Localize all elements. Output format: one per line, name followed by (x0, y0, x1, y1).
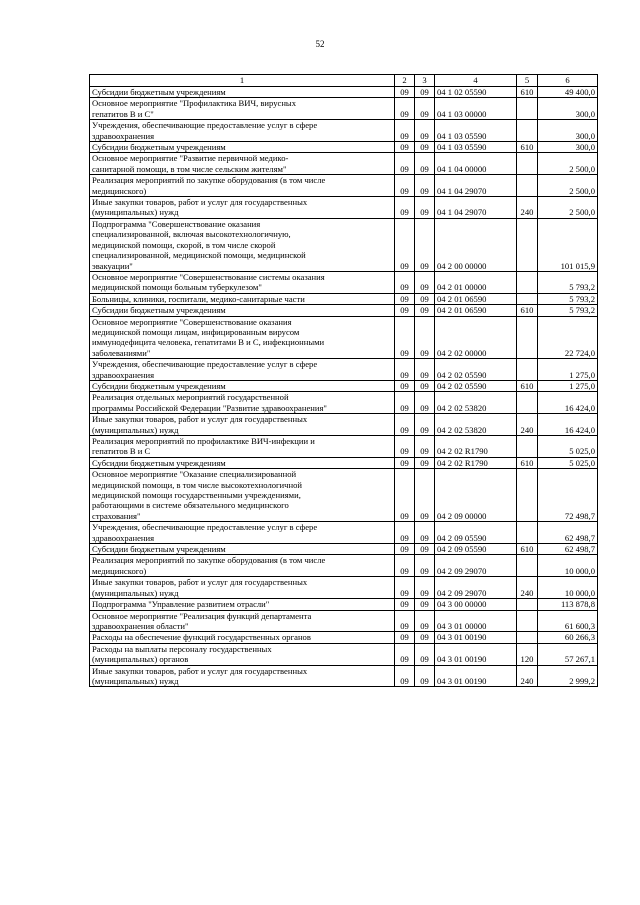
target-article-cell: 04 2 09 05590 (435, 544, 517, 555)
budget-table-body (90, 75, 598, 687)
table-row (90, 142, 598, 153)
amount-cell: 300,0 (538, 142, 598, 153)
section-code-cell: 09 (395, 175, 415, 197)
expense-name-cell: Субсидии бюджетным учреждениям (90, 380, 395, 391)
table-row (90, 414, 598, 436)
amount-cell: 10 000,0 (538, 555, 598, 577)
expense-type-cell (517, 436, 538, 458)
expense-name-cell: Больницы, клиники, госпитали, медико-санитарные части (90, 293, 395, 304)
amount-cell: 22 724,0 (538, 316, 598, 359)
expense-name-cell: Субсидии бюджетным учреждениям (90, 305, 395, 316)
target-article-cell: 04 2 09 05590 (435, 522, 517, 544)
amount-cell: 1 275,0 (538, 380, 598, 391)
expense-name-cell: Реализация отдельных мероприятий государственной программы Российской Федерации "Развитие здравоохранения" (90, 392, 395, 414)
expense-type-cell (517, 359, 538, 381)
amount-cell: 5 793,2 (538, 293, 598, 304)
target-article-cell: 04 2 01 06590 (435, 305, 517, 316)
subsection-code-cell: 09 (415, 632, 435, 643)
table-row (90, 293, 598, 304)
table-row (90, 197, 598, 219)
target-article-cell: 04 2 01 00000 (435, 271, 517, 293)
subsection-code-cell: 09 (415, 305, 435, 316)
section-code-cell: 09 (395, 142, 415, 153)
expense-name-cell: Субсидии бюджетным учреждениям (90, 457, 395, 468)
amount-cell: 61 600,3 (538, 610, 598, 632)
target-article-cell: 04 2 02 53820 (435, 392, 517, 414)
target-article-cell: 04 3 01 00190 (435, 643, 517, 665)
amount-cell: 5 025,0 (538, 436, 598, 458)
expense-type-cell (517, 175, 538, 197)
budget-table (89, 74, 598, 687)
expense-type-cell: 610 (517, 380, 538, 391)
section-code-cell: 09 (395, 218, 415, 271)
target-article-cell: 04 2 09 00000 (435, 469, 517, 522)
table-row (90, 218, 598, 271)
target-article-cell: 04 2 09 29070 (435, 555, 517, 577)
expense-name-cell: Основное мероприятие "Оказание специализированной медицинской помощи, в том числе высокотехнологичной медицинской помощи государственными учреждениями, работающими в системе обязательного медицинского страхования" (90, 469, 395, 522)
table-row (90, 153, 598, 175)
subsection-code-cell: 09 (415, 98, 435, 120)
subsection-code-cell: 09 (415, 380, 435, 391)
expense-type-cell: 120 (517, 643, 538, 665)
section-code-cell: 09 (395, 305, 415, 316)
subsection-code-cell: 09 (415, 544, 435, 555)
expense-name-cell: Иные закупки товаров, работ и услуг для государственных (муниципальных) нужд (90, 577, 395, 599)
section-code-cell: 09 (395, 599, 415, 610)
table-row (90, 380, 598, 391)
section-code-cell: 09 (395, 643, 415, 665)
expense-type-cell (517, 469, 538, 522)
table-row (90, 87, 598, 98)
section-code-cell: 09 (395, 153, 415, 175)
table-row (90, 544, 598, 555)
amount-cell: 72 498,7 (538, 469, 598, 522)
section-code-cell: 09 (395, 87, 415, 98)
expense-name-cell: Субсидии бюджетным учреждениям (90, 87, 395, 98)
target-article-cell: 04 2 02 00000 (435, 316, 517, 359)
expense-name-cell: Основное мероприятие "Профилактика ВИЧ, вирусных гепатитов В и С" (90, 98, 395, 120)
expense-name-cell: Реализация мероприятий по закупке оборудования (в том числе медицинского) (90, 175, 395, 197)
table-row (90, 98, 598, 120)
expense-type-cell: 610 (517, 142, 538, 153)
subsection-code-cell: 09 (415, 175, 435, 197)
expense-type-cell: 240 (517, 414, 538, 436)
target-article-cell: 04 2 00 00000 (435, 218, 517, 271)
subsection-code-cell: 09 (415, 153, 435, 175)
subsection-code-cell: 09 (415, 359, 435, 381)
subsection-code-cell: 09 (415, 87, 435, 98)
amount-cell: 62 498,7 (538, 544, 598, 555)
subsection-code-cell: 09 (415, 218, 435, 271)
subsection-code-cell: 09 (415, 392, 435, 414)
subsection-code-cell: 09 (415, 316, 435, 359)
amount-cell: 10 000,0 (538, 577, 598, 599)
expense-type-cell: 240 (517, 577, 538, 599)
expense-type-cell (517, 522, 538, 544)
table-row (90, 359, 598, 381)
subsection-code-cell: 09 (415, 599, 435, 610)
section-code-cell: 09 (395, 457, 415, 468)
table-row (90, 392, 598, 414)
amount-cell: 49 400,0 (538, 87, 598, 98)
page-number: 52 (315, 39, 325, 49)
section-code-cell: 09 (395, 632, 415, 643)
header-cell-1: 1 (90, 75, 395, 87)
amount-cell: 5 793,2 (538, 305, 598, 316)
target-article-cell: 04 2 02 53820 (435, 414, 517, 436)
header-cell-6: 6 (538, 75, 598, 87)
expense-type-cell (517, 271, 538, 293)
subsection-code-cell: 09 (415, 457, 435, 468)
subsection-code-cell: 09 (415, 555, 435, 577)
expense-type-cell (517, 218, 538, 271)
expense-type-cell: 610 (517, 457, 538, 468)
amount-cell: 57 267,1 (538, 643, 598, 665)
target-article-cell: 04 1 03 05590 (435, 142, 517, 153)
table-row (90, 577, 598, 599)
table-row (90, 457, 598, 468)
expense-name-cell: Основное мероприятие "Совершенствование оказания медицинской помощи лицам, инфицированным вирусом иммунодефицита человека, гепатитами В и С, инфекционными заболеваниями" (90, 316, 395, 359)
amount-cell: 1 275,0 (538, 359, 598, 381)
expense-type-cell (517, 316, 538, 359)
section-code-cell: 09 (395, 197, 415, 219)
table-row (90, 316, 598, 359)
expense-name-cell: Реализация мероприятий по профилактике ВИЧ-инфекции и гепатитов В и С (90, 436, 395, 458)
target-article-cell: 04 2 09 29070 (435, 577, 517, 599)
amount-cell: 62 498,7 (538, 522, 598, 544)
expense-name-cell: Учреждения, обеспечивающие предоставление услуг в сфере здравоохранения (90, 522, 395, 544)
expense-type-cell (517, 610, 538, 632)
table-row (90, 632, 598, 643)
amount-cell: 300,0 (538, 120, 598, 142)
table-row (90, 271, 598, 293)
amount-cell: 2 500,0 (538, 197, 598, 219)
table-row (90, 436, 598, 458)
expense-name-cell: Учреждения, обеспечивающие предоставление услуг в сфере здравоохранения (90, 120, 395, 142)
subsection-code-cell: 09 (415, 271, 435, 293)
subsection-code-cell: 09 (415, 293, 435, 304)
expense-type-cell (517, 98, 538, 120)
target-article-cell: 04 1 04 29070 (435, 175, 517, 197)
subsection-code-cell: 09 (415, 469, 435, 522)
expense-type-cell: 610 (517, 544, 538, 555)
expense-type-cell (517, 599, 538, 610)
section-code-cell: 09 (395, 271, 415, 293)
subsection-code-cell: 09 (415, 665, 435, 687)
amount-cell: 300,0 (538, 98, 598, 120)
section-code-cell: 09 (395, 436, 415, 458)
expense-type-cell (517, 392, 538, 414)
target-article-cell: 04 3 01 00190 (435, 632, 517, 643)
subsection-code-cell: 09 (415, 414, 435, 436)
section-code-cell: 09 (395, 120, 415, 142)
section-code-cell: 09 (395, 665, 415, 687)
section-code-cell: 09 (395, 469, 415, 522)
expense-name-cell: Подпрограмма "Совершенствование оказания специализированной, включая высокотехнологичную, медицинской помощи, скорой, в том числе скорой специализированной, медицинской помощи, медицинской эвакуации" (90, 218, 395, 271)
expense-name-cell: Расходы на выплаты персоналу государственных (муниципальных) органов (90, 643, 395, 665)
target-article-cell: 04 3 01 00000 (435, 610, 517, 632)
section-code-cell: 09 (395, 522, 415, 544)
header-cell-5: 5 (517, 75, 538, 87)
section-code-cell: 09 (395, 98, 415, 120)
expense-type-cell (517, 293, 538, 304)
target-article-cell: 04 3 01 00190 (435, 665, 517, 687)
target-article-cell: 04 1 03 05590 (435, 120, 517, 142)
header-cell-4: 4 (435, 75, 517, 87)
expense-type-cell: 240 (517, 665, 538, 687)
subsection-code-cell: 09 (415, 120, 435, 142)
amount-cell: 5 025,0 (538, 457, 598, 468)
section-code-cell: 09 (395, 555, 415, 577)
expense-name-cell: Реализация мероприятий по закупке оборудования (в том числе медицинского) (90, 555, 395, 577)
table-row (90, 305, 598, 316)
expense-name-cell: Подпрограмма "Управление развитием отрасли" (90, 599, 395, 610)
table-row (90, 175, 598, 197)
expense-name-cell: Основное мероприятие "Развитие первичной медико- санитарной помощи, в том числе сельским жителям" (90, 153, 395, 175)
subsection-code-cell: 09 (415, 610, 435, 632)
target-article-cell: 04 2 02 R1790 (435, 436, 517, 458)
target-article-cell: 04 1 03 00000 (435, 98, 517, 120)
target-article-cell: 04 2 02 05590 (435, 359, 517, 381)
table-row (90, 120, 598, 142)
section-code-cell: 09 (395, 610, 415, 632)
expense-name-cell: Учреждения, обеспечивающие предоставление услуг в сфере здравоохранения (90, 359, 395, 381)
amount-cell: 16 424,0 (538, 392, 598, 414)
section-code-cell: 09 (395, 392, 415, 414)
table-row (90, 599, 598, 610)
section-code-cell: 09 (395, 316, 415, 359)
table-row (90, 555, 598, 577)
section-code-cell: 09 (395, 359, 415, 381)
table-row (90, 610, 598, 632)
header-cell-3: 3 (415, 75, 435, 87)
target-article-cell: 04 2 02 R1790 (435, 457, 517, 468)
table-header-row (90, 75, 598, 87)
amount-cell: 2 500,0 (538, 153, 598, 175)
section-code-cell: 09 (395, 544, 415, 555)
subsection-code-cell: 09 (415, 577, 435, 599)
amount-cell: 113 878,8 (538, 599, 598, 610)
section-code-cell: 09 (395, 577, 415, 599)
expense-name-cell: Основное мероприятие "Реализация функций департамента здравоохранения области" (90, 610, 395, 632)
expense-type-cell: 240 (517, 197, 538, 219)
subsection-code-cell: 09 (415, 142, 435, 153)
target-article-cell: 04 2 02 05590 (435, 380, 517, 391)
target-article-cell: 04 1 04 29070 (435, 197, 517, 219)
expense-type-cell (517, 555, 538, 577)
expense-name-cell: Иные закупки товаров, работ и услуг для государственных (муниципальных) нужд (90, 197, 395, 219)
target-article-cell: 04 1 04 00000 (435, 153, 517, 175)
subsection-code-cell: 09 (415, 522, 435, 544)
expense-name-cell: Иные закупки товаров, работ и услуг для государственных (муниципальных) нужд (90, 665, 395, 687)
expense-name-cell: Субсидии бюджетным учреждениям (90, 544, 395, 555)
target-article-cell: 04 1 02 05590 (435, 87, 517, 98)
expense-name-cell: Основное мероприятие "Совершенствование системы оказания медицинской помощи больным туберкулезом" (90, 271, 395, 293)
amount-cell: 2 999,2 (538, 665, 598, 687)
expense-type-cell (517, 632, 538, 643)
section-code-cell: 09 (395, 414, 415, 436)
subsection-code-cell: 09 (415, 643, 435, 665)
expense-type-cell (517, 120, 538, 142)
table-row (90, 643, 598, 665)
amount-cell: 101 015,9 (538, 218, 598, 271)
expense-name-cell: Иные закупки товаров, работ и услуг для государственных (муниципальных) нужд (90, 414, 395, 436)
expense-name-cell: Субсидии бюджетным учреждениям (90, 142, 395, 153)
subsection-code-cell: 09 (415, 436, 435, 458)
expense-type-cell (517, 153, 538, 175)
amount-cell: 16 424,0 (538, 414, 598, 436)
expense-type-cell: 610 (517, 87, 538, 98)
table-row (90, 665, 598, 687)
table-row (90, 522, 598, 544)
amount-cell: 60 266,3 (538, 632, 598, 643)
expense-name-cell: Расходы на обеспечение функций государственных органов (90, 632, 395, 643)
section-code-cell: 09 (395, 380, 415, 391)
expense-type-cell: 610 (517, 305, 538, 316)
header-cell-2: 2 (395, 75, 415, 87)
target-article-cell: 04 3 00 00000 (435, 599, 517, 610)
amount-cell: 2 500,0 (538, 175, 598, 197)
amount-cell: 5 793,2 (538, 271, 598, 293)
section-code-cell: 09 (395, 293, 415, 304)
target-article-cell: 04 2 01 06590 (435, 293, 517, 304)
table-row (90, 469, 598, 522)
subsection-code-cell: 09 (415, 197, 435, 219)
